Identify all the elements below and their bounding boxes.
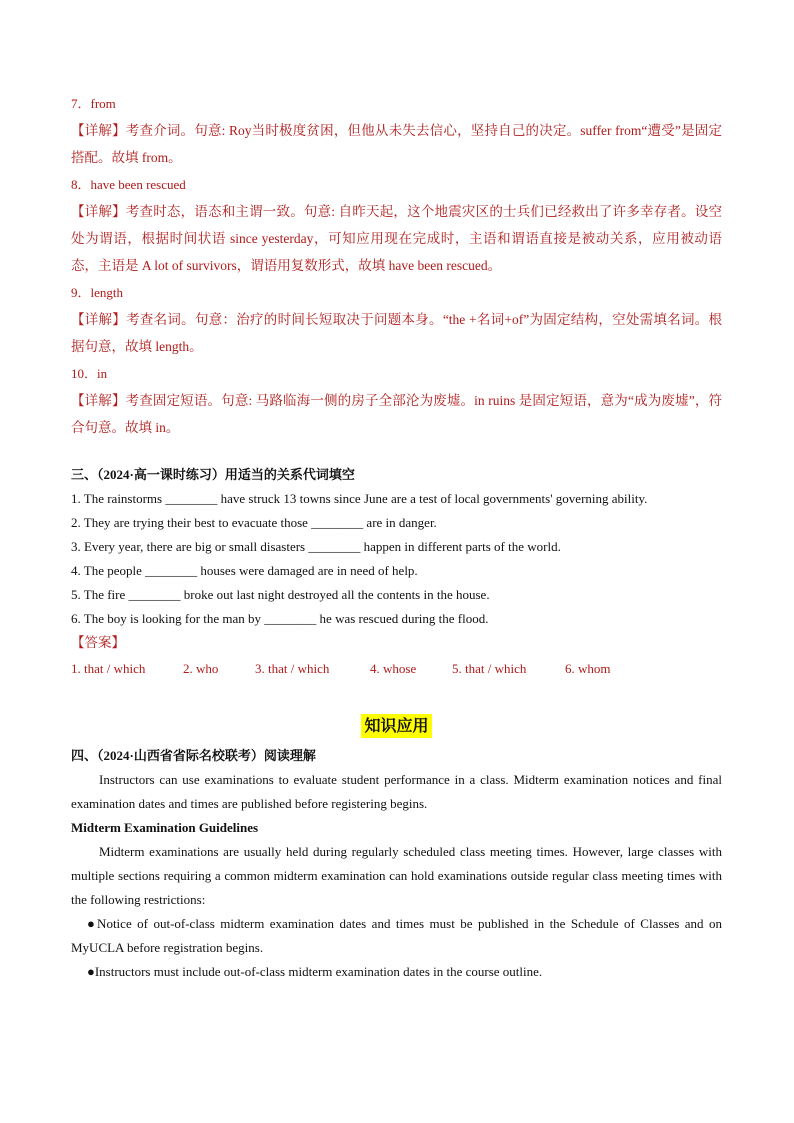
question-1: 1. The rainstorms ________ have struck 13 towns since June are a test of local governments' governing ability. bbox=[71, 491, 648, 506]
bullet-item-2: ●Instructors must include out-of-class midterm examination dates in the course outline. bbox=[87, 964, 543, 979]
body-paragraph: Midterm examinations are usually held during regularly scheduled class meeting times. However, large classes with multiple sections requiring a common midterm examination can hold examinations outside regular class meeting times with the following restrictions: bbox=[71, 844, 722, 907]
answer-4: 4. whose bbox=[370, 661, 417, 676]
answer-number: 9．length bbox=[71, 285, 123, 300]
answer-item-10 bbox=[71, 360, 722, 441]
intro-paragraph: Instructors can use examinations to evaluate student performance in a class. Midterm examination notices and final examination dates and times are published before registering begins. bbox=[71, 772, 722, 811]
section-title: 四、（2024·山西省省际名校联考）阅读理解 bbox=[71, 748, 316, 763]
detail-tag: 【详解】 bbox=[71, 123, 126, 138]
answer-number: 8．have been rescued bbox=[71, 177, 186, 192]
question-5: 5. The fire ________ broke out last night destroyed all the contents in the house. bbox=[71, 587, 490, 602]
answer-number: 10．in bbox=[71, 366, 108, 381]
banner-wrap bbox=[71, 714, 722, 738]
bullet-item-1: ●Notice of out-of-class midterm examination dates and times must be published in the Schedule of Classes and on MyUCLA before registration begins. bbox=[71, 916, 722, 955]
question-3: 3. Every year, there are big or small disasters ________ happen in different parts of the world. bbox=[71, 539, 561, 554]
answer-6: 6. whom bbox=[565, 661, 611, 676]
answer-detail bbox=[71, 306, 722, 360]
detail-tag: 【详解】 bbox=[71, 393, 126, 408]
answer-tag: 【答案】 bbox=[71, 635, 125, 650]
answer-5: 5. that / which bbox=[452, 661, 527, 676]
section-title: 三、（2024·高一课时练习）用适当的关系代词填空 bbox=[71, 467, 355, 482]
section-banner: 知识应用 bbox=[361, 714, 431, 738]
document-page bbox=[71, 90, 722, 984]
answer-item-7 bbox=[71, 90, 722, 171]
answer-detail bbox=[71, 117, 722, 171]
subheading: Midterm Examination Guidelines bbox=[71, 820, 259, 835]
answer-3: 3. that / which bbox=[255, 661, 330, 676]
answer-number: 7．from bbox=[71, 96, 116, 111]
detail-text: 考查名词。句意：治疗的时间长短取决于问题本身。“the +名词+of”为固定结构，空处需填名词。根据句意，故填 length。 bbox=[71, 312, 723, 354]
answer-2: 2. who bbox=[183, 661, 219, 676]
answer-row bbox=[71, 655, 722, 682]
detail-text: 考查固定短语。句意: 马路临海一侧的房子全部沦为废墟。in ruins 是固定短语，意为“成为废墟”，符合句意。故填 in。 bbox=[71, 393, 723, 435]
answer-detail bbox=[71, 387, 722, 441]
detail-tag: 【详解】 bbox=[71, 204, 126, 219]
answer-1: 1. that / which bbox=[71, 661, 146, 676]
answer-item-9 bbox=[71, 279, 722, 360]
question-4: 4. The people ________ houses were damaged are in need of help. bbox=[71, 563, 418, 578]
answer-detail bbox=[71, 198, 722, 279]
section-4 bbox=[71, 744, 722, 984]
answer-item-8 bbox=[71, 171, 722, 279]
detail-text: 考查时态，语态和主谓一致。句意: 自昨天起，这个地震灾区的士兵们已经救出了许多幸存者。设空处为谓语，根据时间状语 since yesterday，可知应用现在完成时，主语和谓语直接是被动关系，应用被动语态，主语是 A lot of survivors，谓语用复数形式，故填 have been rescued。 bbox=[71, 204, 723, 273]
detail-text: 考查介词。句意: Roy当时极度贫困，但他从未失去信心，坚持自己的决定。suffer from“遭受”是固定搭配。故填 from。 bbox=[71, 123, 723, 165]
question-2: 2. They are trying their best to evacuate those ________ are in danger. bbox=[71, 515, 437, 530]
section-3 bbox=[71, 463, 722, 682]
question-6: 6. The boy is looking for the man by ________ he was rescued during the flood. bbox=[71, 611, 489, 626]
detail-tag: 【详解】 bbox=[71, 312, 127, 327]
